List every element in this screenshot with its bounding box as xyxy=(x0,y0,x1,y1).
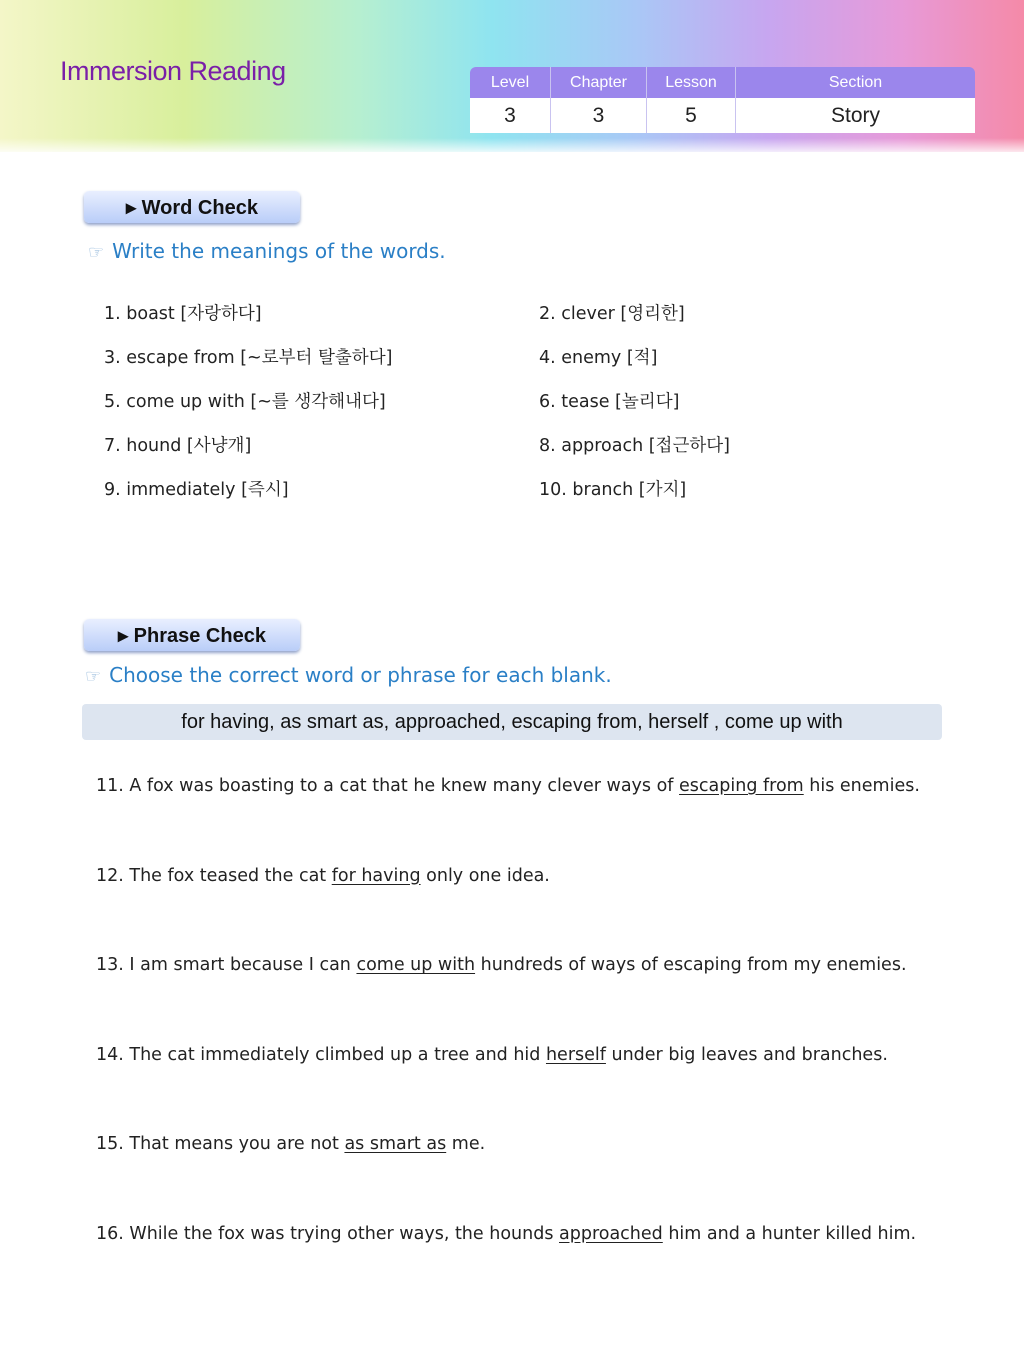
lesson-value: 5 xyxy=(647,98,736,133)
sentence-text: his enemies. xyxy=(803,776,920,796)
sentence-text: only one idea. xyxy=(420,865,550,886)
word-bank: for having, as smart as, approached, escaping from, herself , come up with xyxy=(82,704,942,740)
phrase-check-instruction xyxy=(85,663,612,687)
section-header: Section xyxy=(828,73,883,91)
phrase-check-heading: ▸ Phrase Check xyxy=(84,619,300,651)
chapter-value: 3 xyxy=(551,98,647,133)
sentence-item xyxy=(96,1224,916,1244)
sentence-text: him and a hunter killed him. xyxy=(662,1224,917,1244)
sentence-item xyxy=(96,955,907,975)
sentence-text: 12. The fox teased the cat xyxy=(96,865,332,886)
pointing-hand-icon: ☞ xyxy=(88,242,105,263)
vocab-item: 1. boast [자랑하다] xyxy=(104,304,262,324)
answer-text: approached xyxy=(559,1224,663,1244)
answer-text: for having xyxy=(331,865,421,886)
vocab-item: 7. hound [사냥개] xyxy=(104,436,252,456)
sentence-text: 16. While the fox was trying other ways, the hounds xyxy=(96,1224,559,1244)
level-header: Level xyxy=(470,67,551,98)
vocab-item: 9. immediately [즉시] xyxy=(104,480,289,500)
header-banner xyxy=(0,0,1024,152)
sentence-text: 11. A fox was boasting to a cat that he knew many clever ways of xyxy=(96,776,680,796)
sentence-item xyxy=(96,866,550,886)
word-check-instruction xyxy=(88,239,446,263)
app-title: Immersion Reading xyxy=(60,56,286,86)
instruction-text: Write the meanings of the words. xyxy=(112,239,446,263)
instruction-text: Choose the correct word or phrase for each blank. xyxy=(109,663,612,687)
vocab-item: 6. tease [놀리다] xyxy=(539,392,680,412)
lesson-info-table xyxy=(470,67,975,133)
sentence-text: 14. The cat immediately climbed up a tree and hid xyxy=(96,1044,546,1065)
vocab-item: 2. clever [영리한] xyxy=(539,304,685,324)
sentence-text: me. xyxy=(446,1134,486,1155)
answer-text: come up with xyxy=(356,955,476,976)
sentence-item xyxy=(96,1134,485,1154)
vocab-item: 10. branch [가지] xyxy=(539,480,687,500)
sentence-text: under big leaves and branches. xyxy=(605,1044,888,1065)
vocab-item: 5. come up with [~를 생각해내다] xyxy=(104,392,386,412)
vocab-item: 3. escape from [~로부터 탈출하다] xyxy=(104,348,393,368)
answer-text: as smart as xyxy=(344,1134,447,1155)
lesson-header: Lesson xyxy=(647,67,736,98)
answer-text: escaping from xyxy=(679,776,804,796)
answer-text: herself xyxy=(545,1044,606,1065)
sentence-text: hundreds of ways of escaping from my enemies. xyxy=(475,955,907,976)
pointing-hand-icon: ☞ xyxy=(85,666,102,687)
sentence-item xyxy=(96,776,920,796)
word-check-heading: ▸ Word Check xyxy=(84,191,300,223)
section-value: Story xyxy=(830,103,880,127)
chapter-header: Chapter xyxy=(551,67,647,98)
sentence-text: 13. I am smart because I can xyxy=(96,955,357,976)
vocab-item: 8. approach [접근하다] xyxy=(539,436,730,456)
sentence-text: 15. That means you are not xyxy=(96,1134,345,1155)
vocab-item: 4. enemy [적] xyxy=(539,348,658,368)
level-value: 3 xyxy=(470,98,551,133)
sentence-item xyxy=(96,1045,888,1065)
